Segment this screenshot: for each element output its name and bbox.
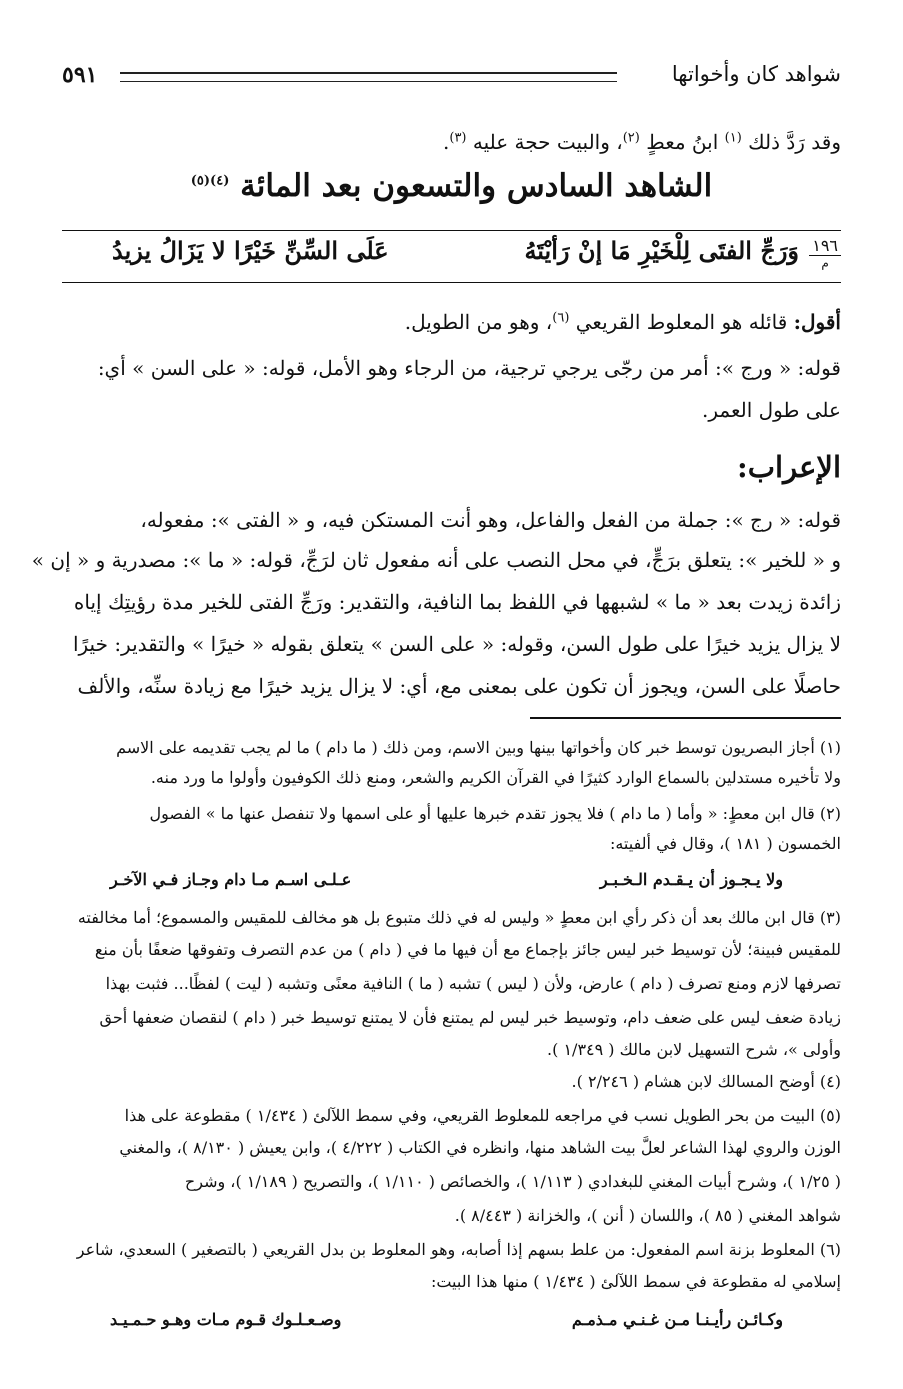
footnote-5-line-3: ( ١/٢٥ )، وشرح أبيات المغني للبغدادي ( ١/١١٣ )، والخصائص ( ١/١١٠ )، والتصريح ( ١/١٨٩ )، وشرح: [184, 1172, 841, 1191]
footnote-5-line-1: (٥) البيت من بحر الطويل نسب في مراجعه للمعلوط القريعي، وفي سمط اللآلئ ( ١/٤٣٤ ) مقطوعة على هذا: [124, 1106, 841, 1125]
commentary-line-3: على طول العمر.: [702, 398, 841, 422]
footnote-ref-2: (٢): [622, 130, 640, 146]
footnote-4-line-1: (٤) أوضح المسالك لابن هشام ( ٢/٢٤٦ ).: [571, 1072, 841, 1091]
evidence-heading: [0, 168, 903, 204]
verse-meter-mark: م: [821, 256, 829, 270]
footnote-ref-6: (٦): [552, 310, 570, 326]
section-title: الإعراب:: [737, 450, 841, 484]
heading-note: (٤)(٥): [190, 173, 230, 189]
footnote-ref-3: (٣): [449, 130, 467, 146]
footnote-5-line-2: الوزن والروي لهذا الشاعر لعلَّ بيت الشاهد منها، وانظره في الكتاب ( ٤/٢٢٢ )، وابن يعيش ( ٨/١٣٠ )، والمغني: [119, 1138, 841, 1157]
footnote-2-line-2: الخمسون ( ١٨١ )، وقال في ألفيته:: [609, 834, 841, 853]
header-rule: [120, 72, 617, 82]
footnote-6-line-2: إسلامي له مقطوعة في سمط اللآلئ ( ١/٤٣٤ ) منها هذا البيت:: [430, 1272, 841, 1291]
footnote-3-line-2: للمقيس فبينة؛ لأن توسيط خبر ليس جائز بإجماع مع أن فيها ما في ( دام ) من عدم التصرف وتفوقها ضعفًا بأن منع: [94, 940, 841, 959]
verse-top-rule: [62, 230, 841, 231]
footnote-6-poem-right: وكـائـن رأيـنـا مـن غـنـي مـذمـم: [571, 1310, 783, 1329]
footnote-1-line-1: (١) أجاز البصريون توسط خبر كان وأخواتها بينها وبين الاسم، ومن ذلك ( ما دام ) ما لم يجب تقديمه على الاسم: [116, 738, 841, 757]
commentary-label: أقول:: [793, 310, 841, 334]
footnote-3-line-4: زيادة ضعف ليس على ضعف دام، وتوسيط خبر ليس لم يمتنع فأن لا يمتنع توسيط خبر ( دام ) لنقصان ضعفها أحق: [99, 1008, 841, 1027]
verse-number: [809, 236, 841, 270]
footnote-rule: [530, 717, 841, 719]
footnote-3-line-1: (٣) قال ابن مالك بعد أن ذكر رأي ابن معطٍ « وليس له في ذلك متبوع بل هو مخالف للمقيس والمسموع؛ أما مخالفته: [77, 908, 841, 927]
footnote-2-poem-right: ولا يـجـوز أن يـقـدم الـخـبـر: [599, 870, 783, 889]
irab-line-3: زائدة زيدت بعد « ما » لشبهها في اللفظ بما النافية، والتقدير: ورَجِّ الفتى للخير مدة رؤيتِك إياه: [73, 590, 841, 614]
irab-line-5: حاصلًا على السن، ويجوز أن تكون على بمعنى مع، أي: لا يزال يزيد خيرًا مع زيادة سنِّه، والألف: [77, 674, 841, 698]
footnote-3-line-3: تصرفها لازم ومنع تصرف ( دام ) عارض، ولأن ( ليس ) تشبه ( ما ) النافية معنًى وتشبه ( ليت ) لفظًا... فثبت بهذا: [105, 974, 841, 993]
intro-text-4: .: [443, 130, 450, 154]
footnote-1-line-2: ولا تأخيره مستدلين بالسماع الوارد كثيرًا في القرآن الكريم والشعر، ومنع ذلك الكوفيون وأولوا ما ورد منه.: [150, 768, 841, 787]
verse-second-hemistich: عَلَى السِّنِّ خَيْرًا لا يَزَالُ يزيدُ: [112, 236, 389, 265]
commentary-line-1: [62, 310, 841, 334]
footnote-ref-1: (١): [724, 130, 742, 146]
verse-bottom-rule: [62, 282, 841, 283]
intro-text-1: وقد رَدَّ ذلك: [748, 130, 841, 154]
verse-number-value: ١٩٦: [809, 236, 841, 256]
verse-first-hemistich: وَرَجِّ الفتَى لِلْخَيْرِ مَا إنْ رَأيْتَهُ: [524, 236, 799, 265]
footnote-2-line-1: (٢) قال ابن معطٍ: « وأما ( ما دام ) فلا يجوز تقدم خبرها عليها أو على اسمها ولا تنفصل عنها ما » الفصول: [149, 804, 841, 823]
footnote-3-line-5: وأولى »، شرح التسهيل لابن مالك ( ١/٣٤٩ ).: [547, 1040, 841, 1059]
irab-line-4: لا يزال يزيد خيرًا على طول السن، وقوله: « على السن » يتعلق بقوله « خيرًا » والتقدير: خيرًا: [72, 632, 841, 656]
commentary-text: قائله هو المعلوط القريعي: [575, 310, 788, 334]
irab-line-2: و « للخير »: يتعلق برَجٍّ، في محل النصب على أنه مفعول ثان لرَجِّ، قوله: « ما »: مصدرية و « إن »: [31, 548, 841, 572]
running-title: شواهد كان وأخواتها: [671, 62, 841, 86]
intro-text-2: ابنُ معطٍ: [646, 130, 719, 154]
intro-text-3: ، والبيت حجة عليه: [472, 130, 623, 154]
footnote-5-line-4: شواهد المغني ( ٨٥ )، واللسان ( أنن )، والخزانة ( ٨/٤٤٣ ).: [454, 1206, 841, 1225]
footnote-2-poem-left: عـلـى اسـم مـا دام وجـاز فـي الآخـر: [110, 870, 352, 889]
intro-line: [62, 130, 841, 154]
footnote-6-poem-left: وصـعـلـوك قـوم مـات وهـو حـمـيـد: [110, 1310, 342, 1329]
irab-line-1: قوله: « رج »: جملة من الفعل والفاعل، وهو أنت المستكن فيه، و « الفتى »: مفعوله،: [140, 508, 841, 532]
commentary-line-2: قوله: « ورج »: أمر من رجّى يرجي ترجية، من الرجاء وهو الأمل، قوله: « على السن » أي:: [97, 356, 841, 380]
commentary-end: ، وهو من الطويل.: [404, 310, 553, 334]
footnote-6-line-1: (٦) المعلوط بزنة اسم المفعول: من علط بسهم إذا أصابه، وهو المعلوط بن بدل القريعي ( بالتصغير ) السعدي، شاعر: [76, 1240, 841, 1259]
page-number: ٥٩١: [62, 62, 98, 88]
heading-title: الشاهد السادس والتسعون بعد المائة: [240, 168, 713, 204]
